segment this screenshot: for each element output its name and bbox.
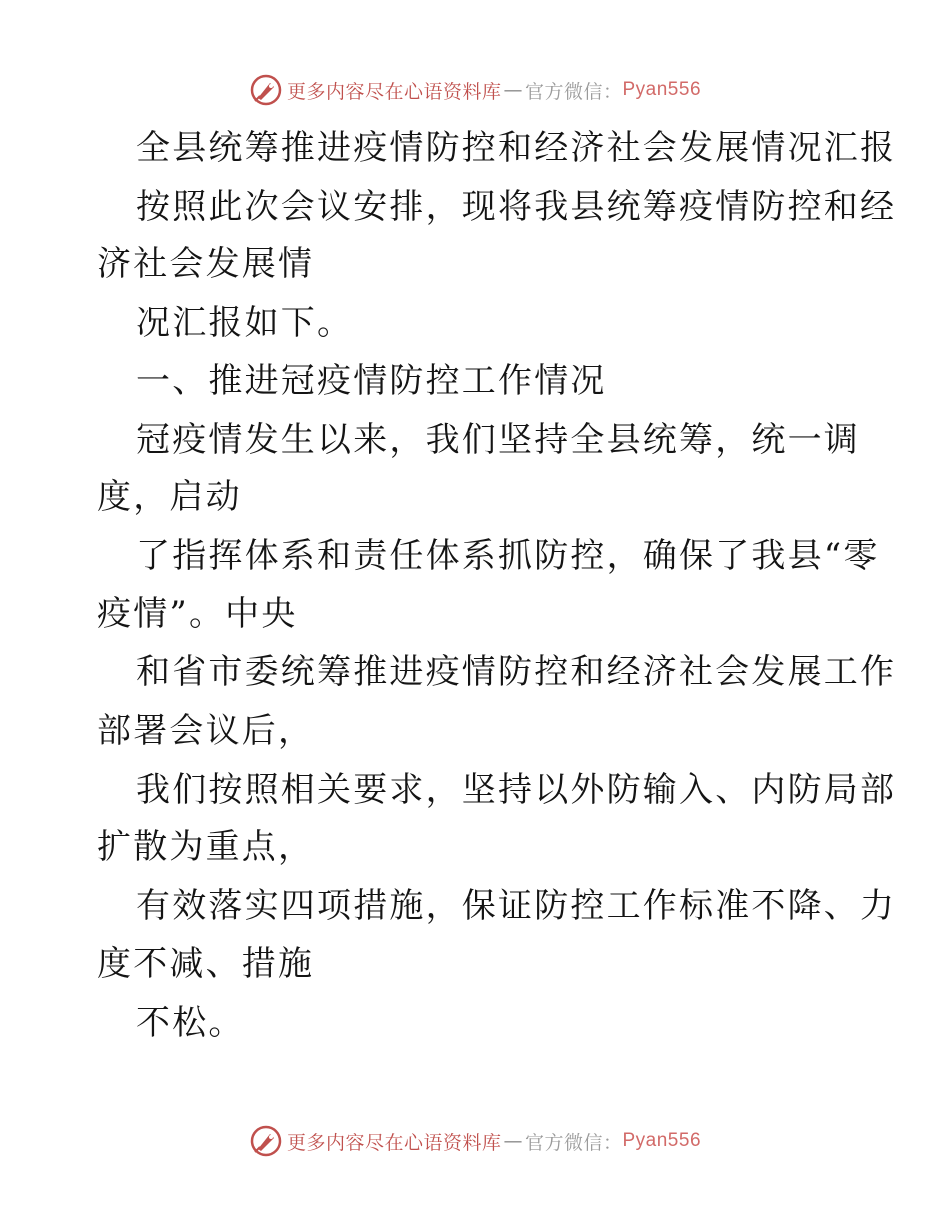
pen-nib-logo-icon [249,73,283,107]
paragraph-line: 疫情”。中央 [97,594,298,634]
watermark-official-label: 官方微信： [524,1131,623,1154]
watermark-wechat-id: Pyan556 [622,79,702,100]
footer-watermark [0,1121,950,1161]
paragraph-line: 济社会发展情 [97,244,315,284]
document-title: 全县统筹推进疫情防控和经济社会发展情况汇报 [136,128,897,168]
watermark-wechat-id: Pyan556 [622,1130,702,1151]
paragraph-line: 扩散为重点， [97,827,315,867]
watermark-brand: 更多内容尽在心语资料库 [286,80,502,103]
header-watermark [0,70,950,110]
watermark-dash: — [503,79,523,101]
paragraph-line: 度不减、措施 [97,944,315,984]
paragraph-line: 况汇报如下。 [136,303,354,343]
paragraph-line: 按照此次会议安排，现将我县统筹疫情防控和经 [136,187,897,227]
paragraph-line: 和省市委统筹推进疫情防控和经济社会发展工作 [136,652,897,692]
paragraph-line: 有效落实四项措施，保证防控工作标准不降、力 [136,886,897,926]
section-heading: 一、推进冠疫情防控工作情况 [136,361,607,401]
watermark-dash: — [503,1130,523,1152]
paragraph-line: 部署会议后， [97,711,315,751]
paragraph-line: 了指挥体系和责任体系抓防控，确保了我县“零 [136,536,880,576]
pen-nib-logo-icon [249,1124,283,1158]
watermark-brand: 更多内容尽在心语资料库 [286,1131,502,1154]
paragraph-line: 冠疫情发生以来，我们坚持全县统筹，统一调 [136,420,860,460]
watermark-official-label: 官方微信： [524,80,623,103]
paragraph-line: 度，启动 [97,477,242,517]
paragraph-line: 我们按照相关要求，坚持以外防输入、内防局部 [136,770,897,810]
paragraph-line: 不松。 [136,1003,245,1043]
